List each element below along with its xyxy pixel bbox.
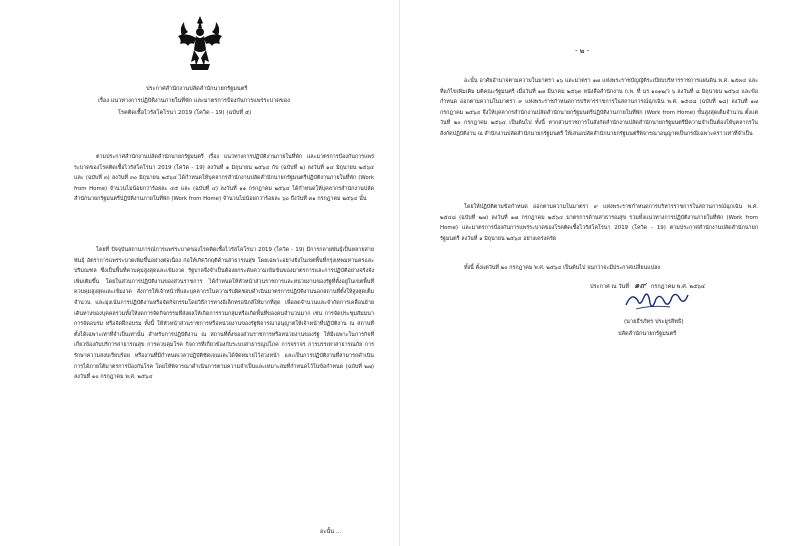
signer-name: (นายธีรภัทร ประยูรสิทธิ) [624,319,684,325]
body-paragraph-4: โดยให้ปฏิบัติตามข้อกำหนด ออกตามความในมาตรา ๙ แห่งพระราชกำหนดการบริหารราชการในสถานการณ์ฉุกเฉิน พ.ศ. ๒๕๔๘ (ฉบับที่ ๒๗) ลงวันที่ ๑๗ กรกฎาคม ๒๕๖๔ มาตรการด้านสาธารณสุข รวมทั้งแนวทางการปฏิบัติงานภายในที่พัก (Work from Home) และมาตรการป้องกันการแพร่ระบาดของโรคติดเชื้อไวรัสโคโรนา 2019 (โควิด - 19) ตามประกาศสำนักงานปลัดสำนักนายกรัฐมนตรี ลงวันที่ ๑ มิถุนายน ๒๕๖๔ อย่างเคร่งครัด [440,204,758,242]
page-number: - ๒ - [575,47,590,55]
signature-icon [622,287,692,315]
announcement-subject-cont: โรคติดเชื้อไวรัสโคโรนา 2019 (โควิด - 19) (ฉบับที่ ๕) [118,110,252,116]
continuation-marker: อะนั้น ... [320,529,342,535]
body-paragraph-1: ตามประกาศสำนักงานปลัดสำนักนายกรัฐมนตรี เรื่อง แนวทางการปฏิบัติงานภายในที่พัก และมาตรการป้องกันการแพร่ระบาดของโรคติดเชื้อไวรัสโคโรนา 2019 (โควิด - 19) ลงวันที่ ๑ มิถุนายน ๒๕๖๔ กับ (ฉบับที่ ๒) ลงวันที่ ๑๔ มิถุนายน ๒๕๖๔ และ (ฉบับที่ ๓) ลงวันที่ ๓๐ มิถุนายน ๒๕๖๔ ได้กำหนดให้บุคลากรสำนักงานปลัดสำนักนายกรัฐมนตรีปฏิบัติงานภายในที่พัก (Work from Home) จำนวนไม่น้อยกว่าร้อยละ ๔๕ และ (ฉบับที่ ๔) ลงวันที่ ๑๑ กรกฎาคม ๒๕๖๔ ได้กำหนดให้บุคลากรสำนักงานปลัดสำนักนายกรัฐมนตรีปฏิบัติงานภายในที่พัก (Work from Home) จำนวนไม่น้อยกว่าร้อยละ ๖๐ ถึงวันที่ ๓๑ กรกฎาคม ๒๕๖๔ นั้น [74,154,374,203]
body-paragraph-5: ทั้งนี้ ตั้งแต่วันที่ ๒๐ กรกฎาคม พ.ศ. ๒๕๖๔ เป็นต้นไป จนกว่าจะมีประกาศเปลี่ยนแปลง [464,265,661,271]
signer-title: ปลัดสำนักนายกรัฐมนตรี [618,331,677,337]
announcement-subject: เรื่อง แนวทางการปฏิบัติงานภายในที่พัก และมาตรการป้องกันการแพร่ระบาดของ [98,98,290,104]
announcement-title: ประกาศสำนักงานปลัดสำนักนายกรัฐมนตรี [146,86,248,92]
date-day-handwritten: ๑๙ [633,281,647,291]
body-paragraph-3: อะนั้น อาศัยอำนาจตามความในมาตรา ๑๖ และมาตรา ๑๗ แห่งพระราชบัญญัติระเบียบบริหารราชการแผ่นดิน พ.ศ. ๒๕๓๔ และที่แก้ไขเพิ่มเติม มติคณะรัฐมนตรี เมื่อวันที่ ๑๗ มีนาคม ๒๕๖๓ หนังสือสำนักงาน ก.พ. ที่ นร ๑๐๑๒/ว ๖ ลงวันที่ ๘ มิถุนายน ๒๕๖๔ และข้อกำหนด ออกตามความในมาตรา ๙ แห่งพระราชกำหนดการบริหารราชการในสถานการณ์ฉุกเฉิน พ.ศ. ๒๕๔๘ (ฉบับที่ ๒๘) ลงวันที่ ๑๗ กรกฎาคม ๒๕๖๔ จึงให้บุคลากรสำนักงานปลัดสำนักนายกรัฐมนตรีปฏิบัติงานภายในที่พัก (Work from Home) ขั้นสูงสุดเต็มจำนวน ตั้งแต่วันที่ ๒๐ กรกฎาคม ๒๕๖๔ เป็นต้นไป ทั้งนี้ หากส่วนราชการในสังกัดสำนักงานปลัดสำนักนายกรัฐมนตรีมีความจำเป็นต้องให้บุคลากรในสังกัดปฏิบัติงาน ณ สำนักงานปลัดสำนักนายกรัฐมนตรี ให้เสนอปลัดสำนักนายกรัฐมนตรีพิจารณาอนุญาตเป็นกรณีเฉพาะคราวเท่าที่จำเป็น [440,78,758,137]
body-paragraph-2: โดยที่ ปัจจุบันสถานการณ์การแพร่ระบาดของโรคติดเชื้อไวรัสโคโรนา 2019 (โควิด - 19) มีการกลายพันธุ์เป็นหลายสายพันธุ์ อัตราการแพร่ระบาดเพิ่มขึ้นอย่างต่อเนื่อง ก่อให้เกิดวิกฤติด้านสาธารณสุข โดยเฉพาะอย่างยิ่งในเขตพื้นที่กรุงเทพมหานครและปริมณฑล ซึ่งเป็นพื้นที่ควบคุมสูงสุดและเข้มงวด รัฐบาลจึงจำเป็นต้องยกระดับความเข้มข้นของมาตรการและการปฏิบัติอย่างจริงจังเพิ่มเติมขึ้น โดยในส่วนการปฏิบัติงานของส่วนราชการ ได้กำหนดให้หัวหน้าส่วนราชการและหน่วยงานของรัฐที่ตั้งอยู่ในเขตพื้นที่ควบคุมสูงสุดและเข้มงวด สั่งการให้เจ้าหน้าที่และบุคลากรในความรับผิดชอบดำเนินมาตรการปฏิบัติงานนอกสถานที่ตั้งให้สูงสุดเต็มจำนวน และมุ่งเน้นการปฏิบัติงานหรือจัดกิจกรรมโดยวิธีการทางอิเล็กทรอนิกส์ให้มากที่สุด เพื่อลดจำนวนและจำกัดการเคลื่อนย้ายเดินทางของบุคคลรวมทั้งให้งดการจัดกิจกรรมที่ส่งผลให้เกิดการรวมกลุ่มหรือเกิดพื้นที่ของคนจำนวนมาก เช่น การจัดประชุมสัมมนา การจัดอบรม หรือจัดฝึกอบรม ทั้งนี้ ให้หัวหน้าส่วนราชการหรือหน่วยงานของรัฐพิจารณาอนุญาตให้เจ้าหน้าที่ปฏิบัติงาน ณ สถานที่ตั้งได้เฉพาะเท่าที่จำเป็นเท่านั้น สำหรับการปฏิบัติงาน ณ สถานที่ตั้งของส่วนราชการหรือหน่วยงานของรัฐ ให้มีเฉพาะในการกิจที่เกี่ยวข้องกับบริการสาธารณสุข การควบคุมโรค กิจการที่เกี่ยวข้องกับระบบสาธารณูปโภค การจราจร การบรรเทาสาธารณภัย การรักษาความสงบเรียบร้อย หรืองานที่มีกำหนดเวลาปฏิบัติชัดเจนและได้จัดหมายไว้ล่วงหน้า และเป็นการปฏิบัติงานที่สามารถดำเนินการได้ภายใต้มาตรการป้องกันโรค โดยให้พิจารณาดำเนินการตามความจำเป็นและเหมาะสมที่กำหนดไว้ในข้อกำหนด (ฉบับที่ ๒๗) ลงวันที่ ๑๐ กรกฎาคม พ.ศ. ๒๕๖๔ [74,247,374,381]
date-prefix: ประกาศ ณ วันที่ [590,284,630,290]
garuda-emblem-icon [176,14,224,72]
date-suffix: กรกฎาคม พ.ศ. ๒๕๖๔ [650,284,706,290]
